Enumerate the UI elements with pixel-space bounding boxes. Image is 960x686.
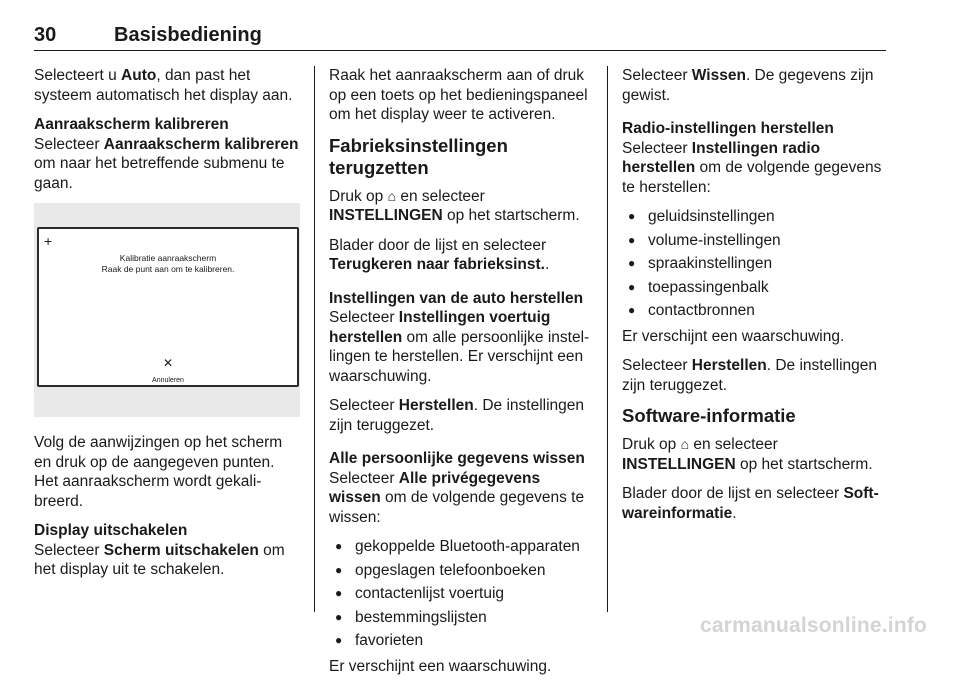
list-item: ● toepassingenbalk [622, 278, 888, 298]
calibration-instruction: Raak de punt aan om te kalibreren. [101, 264, 235, 274]
subheading-personal-data: Alle persoonlijke gegevens wissen [329, 450, 585, 467]
paragraph: Selecteer Herstellen. De instellingen zijn teruggezet. [329, 397, 585, 434]
list-item: ● favorieten [329, 631, 594, 651]
list-item: ● contactbronnen [622, 301, 888, 321]
bullet-list [622, 207, 888, 321]
home-icon: ⌂ [680, 436, 690, 452]
paragraph: Raak het aanraakscherm aan of druk op een toets op het bedieningspaneel om het display weer te activeren. [329, 67, 588, 123]
column-divider [314, 66, 315, 612]
column-2 [329, 66, 594, 686]
subheading-display-off: Display uitschakelen [34, 522, 188, 539]
list-item: ● bestemmingslijsten [329, 608, 594, 628]
list-item: ● contactenlijst voertuig [329, 584, 594, 604]
heading-factory-settings: Fabrieksinstellingen terugzetten [329, 134, 508, 178]
subheading-radio-settings: Radio-instellingen herstellen [622, 120, 834, 137]
list-item: ● opgeslagen telefoonboeken [329, 561, 594, 581]
page-number: 30 [34, 24, 57, 46]
paragraph: Er verschijnt een waarschuwing. [329, 657, 552, 675]
section-title: Basisbediening [114, 24, 262, 46]
paragraph: Selecteer Aanraakscherm kalibreren om naar het betreffende submenu te gaan. [34, 135, 299, 192]
bullet-list [329, 537, 594, 651]
calibration-title: Kalibratie aanraakscherm [119, 253, 217, 263]
paragraph: Blader door de lijst en selecteer Soft-wareinformatie. [622, 485, 879, 522]
paragraph: Selecteer Herstellen. De instellingen zijn teruggezet. [622, 357, 878, 394]
calibration-target-icon: + [44, 233, 53, 249]
paragraph: Selecteer Alle privégegevens wissen om de volgende gegevens te wissen: [329, 469, 585, 526]
paragraph: Selecteert u Auto, dan past het systeem automatisch het display aan. [34, 67, 293, 104]
close-icon: ✕ [162, 356, 174, 370]
paragraph: Druk op ⌂ en selecteer INSTELLINGEN op het startscherm. [622, 436, 873, 473]
home-icon: ⌂ [387, 187, 397, 204]
heading-software-info: Software-informatie [622, 405, 796, 426]
column-1 [34, 66, 300, 590]
calibration-screen [37, 227, 299, 387]
paragraph: Selecteer Wissen. De gegevens zijn gewist. [622, 67, 874, 104]
subheading-car-settings: Instellingen van de auto herstellen [329, 289, 584, 307]
cancel-label: Annuleren [152, 377, 184, 384]
list-item: ● spraakinstellingen [622, 254, 888, 274]
paragraph: Selecteer Instellingen voertuig herstellen om alle persoonlijke instel-lingen te herstellen. Er verschijnt een waarschuwing. [329, 309, 590, 385]
list-item: ● geluidsinstellingen [622, 207, 888, 227]
calibration-figure [34, 203, 300, 417]
paragraph: Selecteer Scherm uitschakelen om het display uit te schakelen. [34, 541, 285, 578]
subheading-calibrate: Aanraakscherm kalibreren [34, 116, 229, 133]
paragraph: Volg de aanwijzingen op het scherm en druk op de aangegeven punten. Het aanraakscherm wordt gekali-breerd. [34, 434, 283, 510]
column-divider [607, 66, 608, 612]
page-header [34, 22, 886, 51]
paragraph: Er verschijnt een waarschuwing. [622, 327, 845, 345]
paragraph: Selecteer Instellingen radio herstellen om de volgende gegevens te herstellen: [622, 139, 882, 196]
paragraph: Druk op ⌂ en selecteer INSTELLINGEN op het startscherm. [329, 187, 580, 224]
list-item: ● gekoppelde Bluetooth-apparaten [329, 537, 594, 557]
watermark: carmanualsonline.info [700, 614, 928, 637]
column-3 [622, 66, 888, 533]
list-item: ● volume-instellingen [622, 231, 888, 251]
paragraph: Blader door de lijst en selecteer Terugkeren naar fabrieksinst.. [329, 236, 550, 273]
